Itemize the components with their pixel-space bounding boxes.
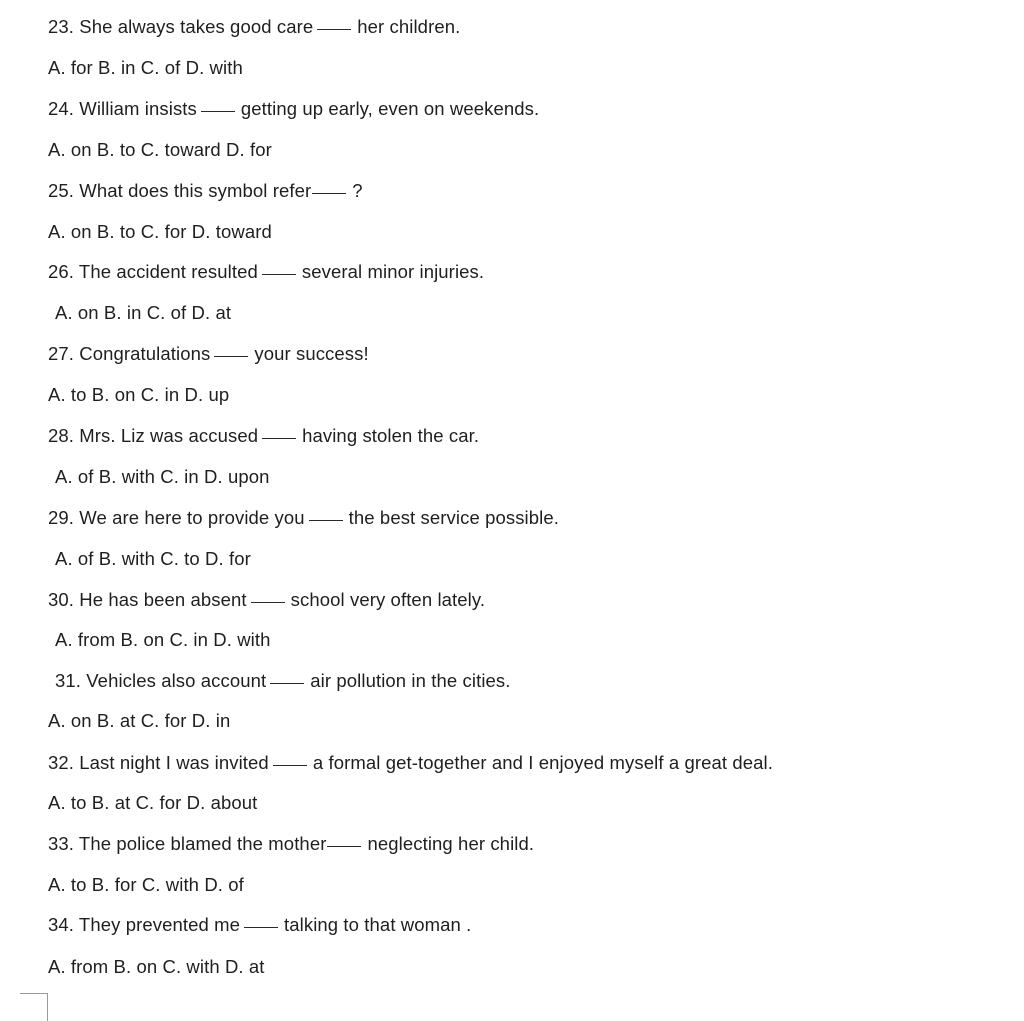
answer-blank bbox=[312, 193, 346, 194]
question-24 bbox=[48, 97, 539, 121]
question-31 bbox=[55, 669, 511, 693]
question-text-after: neglecting her child. bbox=[367, 833, 535, 854]
options-26: A. on B. in C. of D. at bbox=[55, 302, 232, 323]
question-33 bbox=[48, 832, 534, 856]
question-text-before: 30. He has been absent bbox=[48, 589, 247, 610]
question-text-after: the best service possible. bbox=[348, 507, 559, 528]
question-text-after: talking to that woman . bbox=[284, 914, 472, 935]
answer-blank bbox=[270, 683, 304, 684]
question-text-after: air pollution in the cities. bbox=[310, 670, 511, 691]
answer-blank bbox=[273, 765, 307, 766]
question-text-before: 29. We are here to provide you bbox=[48, 507, 305, 528]
question-text-after: school very often lately. bbox=[290, 589, 486, 610]
options-27: A. to B. on C. in D. up bbox=[48, 384, 230, 405]
question-text-before: 27. Congratulations bbox=[48, 343, 211, 364]
question-text-before: 26. The accident resulted bbox=[48, 261, 258, 282]
answer-blank bbox=[201, 111, 235, 112]
question-text-after: her children. bbox=[357, 16, 461, 37]
question-25 bbox=[48, 179, 363, 203]
question-30 bbox=[48, 588, 485, 612]
answer-blank bbox=[244, 927, 278, 928]
answer-blank bbox=[214, 356, 248, 357]
question-text-before: 23. She always takes good care bbox=[48, 16, 314, 37]
answer-blank bbox=[309, 520, 343, 521]
options-33: A. to B. for C. with D. of bbox=[48, 874, 244, 895]
question-28 bbox=[48, 424, 479, 448]
options-24: A. on B. to C. toward D. for bbox=[48, 139, 272, 160]
question-text-after: getting up early, even on weekends. bbox=[240, 98, 540, 119]
question-text-after: several minor injuries. bbox=[301, 261, 485, 282]
question-text-after: having stolen the car. bbox=[302, 425, 480, 446]
options-30: A. from B. on C. in D. with bbox=[55, 629, 271, 650]
question-32 bbox=[48, 751, 773, 775]
question-text-after: a formal get-together and I enjoyed myself a great deal. bbox=[312, 752, 773, 773]
question-text-after: ? bbox=[352, 180, 363, 201]
options-32: A. to B. at C. for D. about bbox=[48, 792, 258, 813]
question-23 bbox=[48, 15, 460, 39]
options-31: A. on B. at C. for D. in bbox=[48, 710, 231, 731]
question-text-before: 24. William insists bbox=[48, 98, 197, 119]
question-text-before: 25. What does this symbol refer bbox=[48, 180, 312, 201]
question-34 bbox=[48, 913, 471, 937]
answer-blank bbox=[317, 29, 351, 30]
question-29 bbox=[48, 506, 559, 530]
options-25: A. on B. to C. for D. toward bbox=[48, 221, 272, 242]
options-29: A. of B. with C. to D. for bbox=[55, 548, 251, 569]
options-34: A. from B. on C. with D. at bbox=[48, 956, 265, 977]
question-text-before: 31. Vehicles also account bbox=[55, 670, 267, 691]
question-text-before: 28. Mrs. Liz was accused bbox=[48, 425, 259, 446]
question-27 bbox=[48, 342, 369, 366]
question-text-before: 32. Last night I was invited bbox=[48, 752, 269, 773]
answer-blank bbox=[262, 274, 296, 275]
page-corner-mark bbox=[20, 993, 48, 1021]
question-text-after: your success! bbox=[254, 343, 369, 364]
answer-blank bbox=[327, 846, 361, 847]
options-28: A. of B. with C. in D. upon bbox=[55, 466, 270, 487]
answer-blank bbox=[251, 602, 285, 603]
question-26 bbox=[48, 260, 484, 284]
answer-blank bbox=[262, 438, 296, 439]
question-text-before: 33. The police blamed the mother bbox=[48, 833, 327, 854]
question-text-before: 34. They prevented me bbox=[48, 914, 241, 935]
options-23: A. for B. in C. of D. with bbox=[48, 57, 243, 78]
